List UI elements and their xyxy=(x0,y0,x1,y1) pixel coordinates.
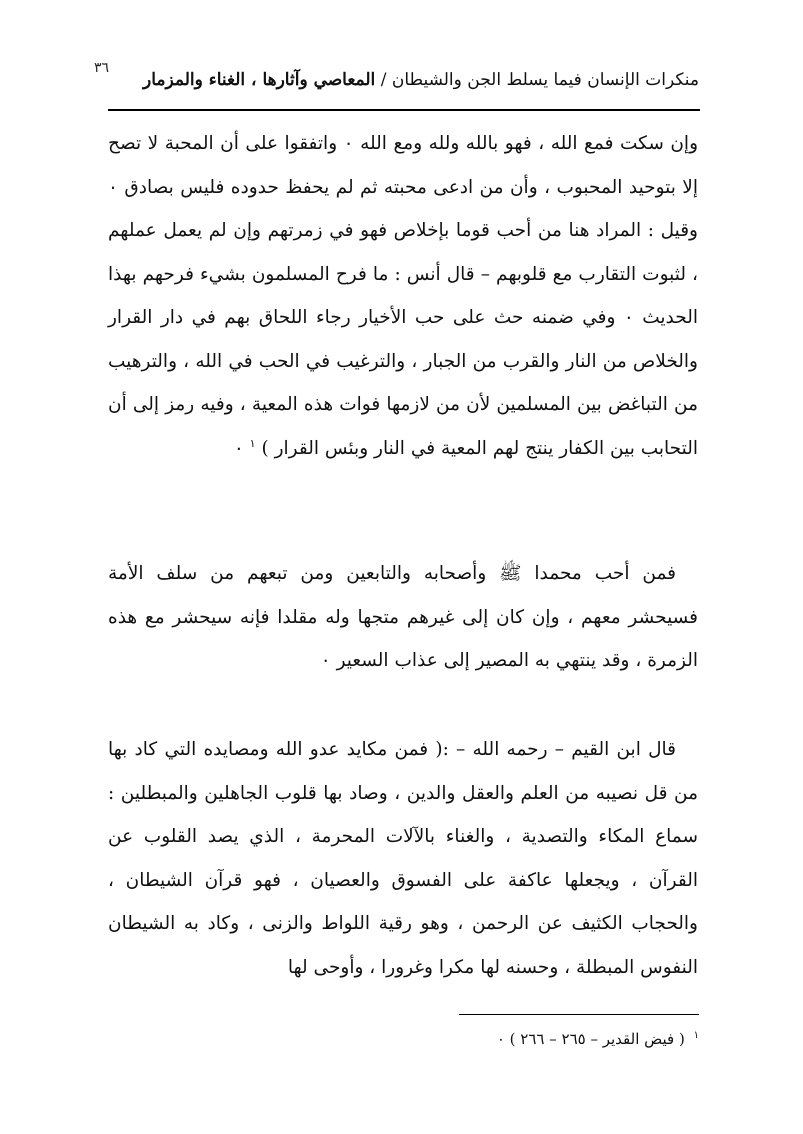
running-header xyxy=(99,70,699,90)
footnote xyxy=(139,1030,699,1048)
chapter-title: المعاصي وآثارها ، الغناء والمزمار xyxy=(142,70,376,90)
paragraph-1 xyxy=(108,122,698,470)
paragraph-1-end: ٠ xyxy=(233,437,244,459)
header-divider xyxy=(108,109,700,111)
page-number: ٣٦ xyxy=(94,60,110,76)
footnote-mark: ١ xyxy=(693,1030,699,1041)
paragraph-1-text: وإن سكت فمع الله ، فهو بالله ولله ومع الله ٠ واتفقوا على أن المحبة لا تصح إلا بتوحيد المحبوب ، وأن من ادعى محبته ثم لم يحفظ حدوده فليس بصادق ٠ وقيل : المراد هنا من أحب قوما بإخلاص فهو في زمرتهم وإن لم يعمل عملهم ، لثبوت التقارب مع قلوبهم – قال أنس : ما فرح المسلمون بشيء فرحهم بهذا الحديث ٠ وفي ضمنه حث على حب الأخيار رجاء اللحاق بهم في دار القرار والخلاص من النار والقرب من الجبار ، والترغيب في الحب في الله ، والترهيب من التباغض بين المسلمين لأن من لازمها فوات هذه المعية ، وفيه رمز إلى أن التحابب بين الكفار ينتج لهم المعية في النار وبئس القرار ) xyxy=(108,133,699,459)
book-title: منكرات الإنسان فيما يسلط الجن والشيطان / xyxy=(380,70,699,90)
footnote-text: ( فيض القدير – ٢٦٥ – ٢٦٦ ) ٠ xyxy=(496,1030,685,1048)
paragraph-3-text: قال ابن القيم – رحمه الله – :( فمن مكايد عدو الله ومصايده التي كاد بها من قل نصيبه من العلم والعقل والدين ، وصاد بها قلوب الجاهلين والمبطلين : سماع المكاء والتصدية ، والغناء بالآلات المحرمة ، الذي يصد القلوب عن القرآن ، ويجعلها عاكفة على الفسوق والعصيان ، فهو قرآن الشيطان ، والحجاب الكثيف عن الرحمن ، وهو رقية اللواط والزنى ، وكاد به الشيطان النفوس المبطلة ، وحسنه لها مكرا وغرورا ، وأوحى لها xyxy=(108,739,698,978)
paragraph-2-text: فمن أحب محمدا ﷺ وأصحابه والتابعين ومن تبعهم من سلف الأمة فسيحشر معهم ، وإن كان إلى غيرهم متجها وله مقلدا فإنه سيحشر مع هذه الزمرة ، وقد ينتهي به المصير إلى عذاب السعير ٠ xyxy=(108,563,698,671)
paragraph-3 xyxy=(108,728,698,989)
footnote-reference[interactable]: ١ xyxy=(249,436,256,450)
paragraph-2 xyxy=(108,552,698,683)
footnote-divider xyxy=(459,1014,699,1015)
